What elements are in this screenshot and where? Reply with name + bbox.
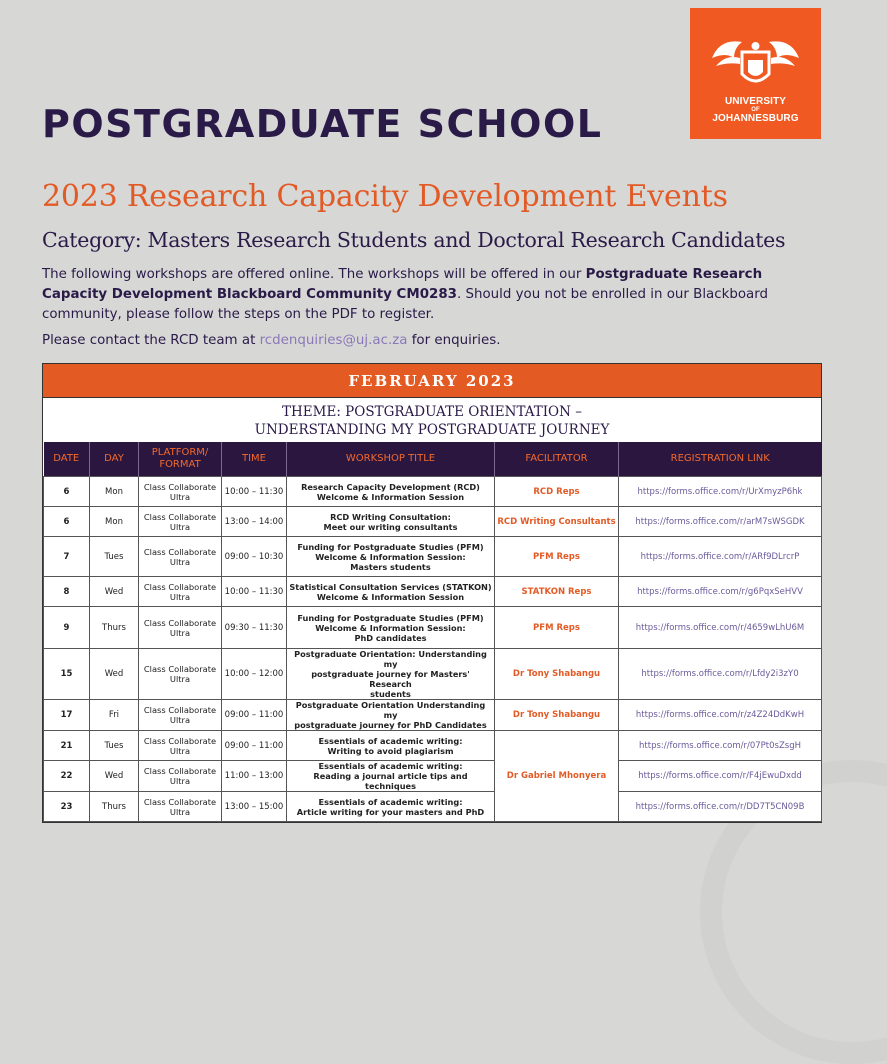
header-link: REGISTRATION LINK [619,442,822,477]
row-title-line1: Funding for Postgraduate Studies (PFM) [297,612,484,623]
intro-bold-community: Postgraduate Research Capacity Development Blackboard Community CM0283 [42,267,763,302]
row-facilitator: Dr Gabriel Mhonyera [495,731,619,822]
row-day: Fri [90,700,139,731]
theme-line-1: THEME: POSTGRADUATE ORIENTATION – [282,404,582,420]
row-title-line2: Welcome & Information Session: [315,551,466,562]
row-workshop-title [287,507,495,537]
table-row [44,649,822,700]
row-platform [139,731,222,761]
row-title-line1: Essentials of academic writing: [318,761,463,771]
row-platform-line1: Class Collaborate [143,735,217,746]
row-workshop-title [287,607,495,649]
row-platform-line2: Ultra [169,715,191,725]
row-workshop-title [287,700,495,731]
events-table [43,442,822,822]
row-time: 10:00 – 11:30 [222,577,287,607]
row-date: 9 [44,607,90,649]
row-title-line2: postgraduate journey for Masters' Research [311,669,470,689]
row-registration-link[interactable]: https://forms.office.com/r/4659wLhU6M [619,607,822,649]
row-day: Wed [90,649,139,700]
university-logo [690,8,821,139]
row-platform [139,761,222,792]
contact-paragraph [42,331,501,351]
row-title-line1: Postgraduate Orientation: Understanding my [294,649,487,669]
table-row [44,607,822,649]
row-title-line3: students [370,689,411,699]
logo-line-johannesburg: JOHANNESBURG [712,113,799,124]
row-day: Tues [90,537,139,577]
row-facilitator: RCD Writing Consultants [495,507,619,537]
row-title-line1: Essentials of academic writing: [318,735,463,746]
row-platform-line1: Class Collaborate [143,664,217,674]
header-time: TIME [222,442,287,477]
row-platform-line1: Class Collaborate [143,511,217,522]
intro-text-1: The following workshops are offered online. The workshops will be offered in our [42,267,586,282]
row-platform [139,537,222,577]
row-title-line3: PhD candidates [354,632,427,643]
row-workshop-title [287,792,495,822]
row-workshop-title [287,537,495,577]
row-registration-link[interactable]: https://forms.office.com/r/z4Z24DdKwH [619,700,822,731]
row-title-line2: Welcome & Information Session: [315,622,466,633]
row-day: Mon [90,477,139,507]
row-title-line1: Funding for Postgraduate Studies (PFM) [297,541,484,552]
row-platform [139,607,222,649]
row-registration-link[interactable]: https://forms.office.com/r/ARf9DLrcrP [619,537,822,577]
row-title-line1: RCD Writing Consultation: [330,511,451,522]
row-day: Wed [90,577,139,607]
row-platform-line2: Ultra [169,674,191,684]
table-row [44,577,822,607]
row-workshop-title [287,649,495,700]
row-time: 11:00 – 13:00 [222,761,287,792]
row-title-line3: Masters students [350,561,431,572]
row-day: Wed [90,761,139,792]
row-platform [139,477,222,507]
row-time: 13:00 – 15:00 [222,792,287,822]
logo-line-university: UNIVERSITY [724,96,786,107]
header-title: WORKSHOP TITLE [287,442,495,477]
row-platform-line2: Ultra [169,556,191,567]
row-registration-link[interactable]: https://forms.office.com/r/Lfdy2i3zY0 [619,649,822,700]
row-title-line2: Welcome & Information Session [316,491,465,502]
month-banner: FEBRUARY 2023 [43,364,821,397]
row-title-line2: Reading a journal article tips and techniques [313,771,468,791]
row-date: 7 [44,537,90,577]
contact-after: for enquiries. [407,333,501,348]
row-time: 09:00 – 11:00 [222,731,287,761]
table-row [44,792,822,822]
row-day: Thurs [90,607,139,649]
row-date: 22 [44,761,90,792]
header-platform [139,442,222,477]
row-platform-line2: Ultra [169,521,191,532]
events-table-container [42,363,822,823]
row-registration-link[interactable]: https://forms.office.com/r/g6PqxSeHVV [619,577,822,607]
header-platform-line2: FORMAT [159,459,201,470]
row-title-line2: Meet our writing consultants [323,521,458,532]
header-date: DATE [44,442,90,477]
row-registration-link[interactable]: https://forms.office.com/r/07Pt0sZsgH [619,731,822,761]
row-title-line2: Writing to avoid plagiarism [327,745,454,756]
row-registration-link[interactable]: https://forms.office.com/r/F4jEwuDxdd [619,761,822,792]
row-workshop-title [287,731,495,761]
contact-email-link[interactable]: rcdenquiries@uj.ac.za [259,333,408,348]
table-row [44,537,822,577]
header-facilitator: FACILITATOR [495,442,619,477]
row-title-line2: Article writing for your masters and PhD [296,806,485,817]
row-registration-link[interactable]: https://forms.office.com/r/UrXmyzP6hk [619,477,822,507]
table-row [44,507,822,537]
row-date: 8 [44,577,90,607]
header-platform-line1: PLATFORM/ [151,447,209,458]
category-subtitle: Category: Masters Research Students and Doctoral Research Candidates [42,228,786,252]
row-platform-line1: Class Collaborate [143,481,217,492]
row-platform-line1: Class Collaborate [143,796,217,807]
row-platform-line1: Class Collaborate [143,766,217,776]
row-registration-link[interactable]: https://forms.office.com/r/arM7sWSGDK [619,507,822,537]
row-day: Thurs [90,792,139,822]
table-header-row [44,442,822,477]
row-platform-line2: Ultra [169,591,191,602]
row-time: 10:00 – 11:30 [222,477,287,507]
row-workshop-title [287,477,495,507]
row-time: 09:30 – 11:30 [222,607,287,649]
row-date: 15 [44,649,90,700]
row-title-line1: Postgraduate Orientation Understanding my [295,700,486,720]
row-time: 09:00 – 11:00 [222,700,287,731]
row-platform-line2: Ultra [169,806,191,817]
row-platform-line2: Ultra [169,745,191,756]
theme-banner [43,397,821,442]
row-title-line1: Essentials of academic writing: [318,796,463,807]
events-title: 2023 Research Capacity Development Events [42,179,728,214]
row-facilitator: STATKON Reps [495,577,619,607]
row-time: 10:00 – 12:00 [222,649,287,700]
row-workshop-title [287,577,495,607]
row-platform [139,577,222,607]
row-platform-line1: Class Collaborate [143,617,217,628]
row-facilitator: PFM Reps [495,537,619,577]
row-title-line1: Statistical Consultation Services (STATKON) [289,581,492,592]
row-platform-line1: Class Collaborate [143,581,217,592]
row-platform [139,507,222,537]
row-date: 23 [44,792,90,822]
table-row [44,731,822,761]
row-day: Mon [90,507,139,537]
header-day: DAY [90,442,139,477]
intro-text-2: . Should you not be enrolled in our Blackboard community, please follow the steps on the PDF to register. [42,287,769,322]
intro-paragraph [42,265,822,325]
row-date: 6 [44,477,90,507]
school-title: POSTGRADUATE SCHOOL [42,102,603,146]
row-facilitator: Dr Tony Shabangu [495,649,619,700]
logo-line-of: OF [751,107,760,113]
row-date: 17 [44,700,90,731]
row-date: 21 [44,731,90,761]
table-row [44,761,822,792]
row-facilitator: RCD Reps [495,477,619,507]
contact-before: Please contact the RCD team at [42,333,260,348]
row-platform [139,649,222,700]
row-platform-line1: Class Collaborate [143,546,217,557]
table-row [44,477,822,507]
row-platform-line2: Ultra [169,627,191,638]
row-platform-line1: Class Collaborate [143,705,217,715]
row-workshop-title [287,761,495,792]
row-title-line1: Research Capacity Development (RCD) [301,481,480,492]
row-day: Tues [90,731,139,761]
table-body [44,477,822,822]
row-platform [139,792,222,822]
row-platform-line2: Ultra [169,776,191,786]
row-time: 13:00 – 14:00 [222,507,287,537]
row-facilitator: PFM Reps [495,607,619,649]
row-time: 09:00 – 10:30 [222,537,287,577]
row-facilitator: Dr Tony Shabangu [495,700,619,731]
row-platform [139,700,222,731]
theme-line-2: UNDERSTANDING MY POSTGRADUATE JOURNEY [254,422,610,438]
row-title-line2: Welcome & Information Session [316,591,465,602]
row-registration-link[interactable]: https://forms.office.com/r/DD7T5CN09B [619,792,822,822]
row-date: 6 [44,507,90,537]
table-row [44,700,822,731]
row-platform-line2: Ultra [169,491,191,502]
row-title-line2: postgraduate journey for PhD Candidates [294,720,487,730]
